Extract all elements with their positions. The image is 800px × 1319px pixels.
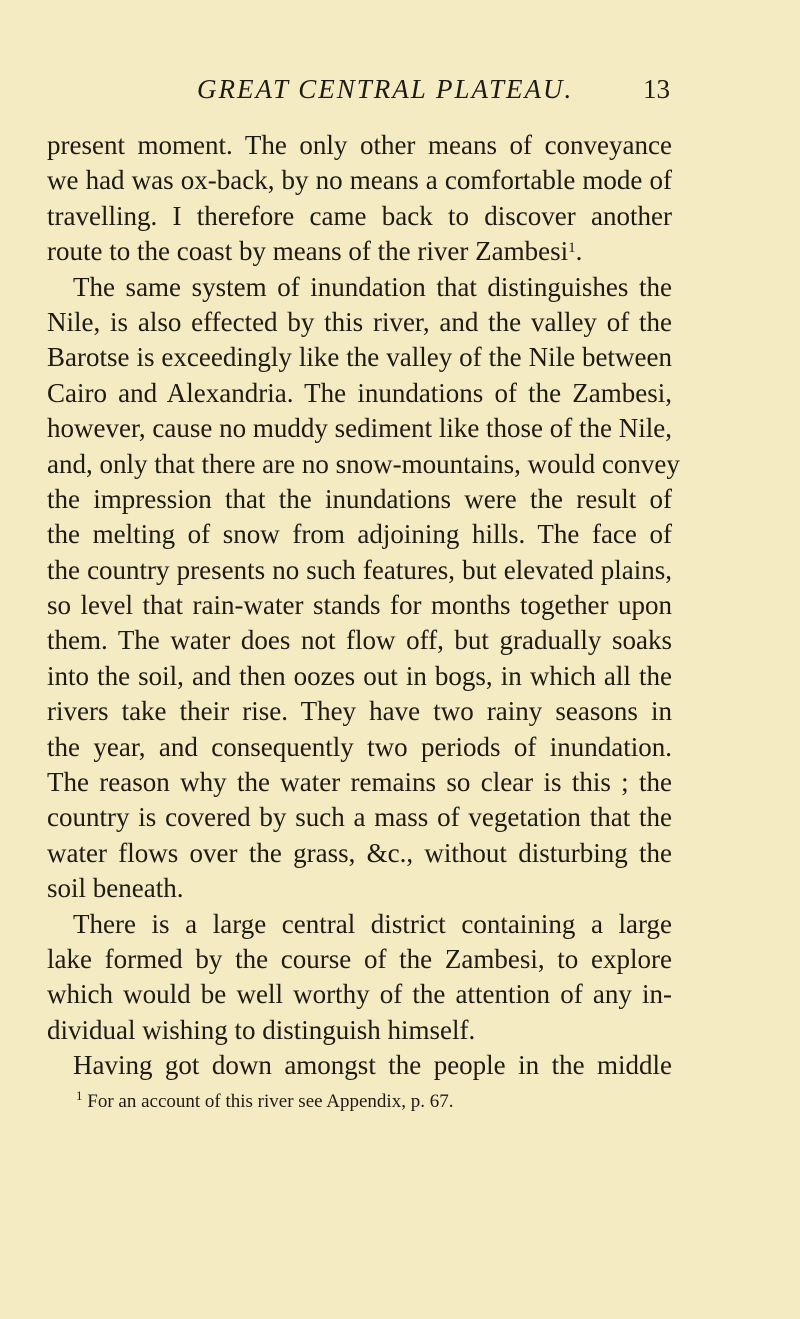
text-line-content: the melting of snow from adjoining hills. The face of (47, 519, 672, 550)
text-line (47, 1013, 672, 1048)
text-line (47, 1048, 672, 1083)
text-line-content: so level that rain-water stands for months together upon (47, 590, 672, 621)
text-line-content: There is a large central district containing a large (73, 908, 672, 939)
text-line-content: The reason why the water remains so clear is this ; the (47, 767, 672, 798)
footnote-text: For an account of this river see Appendix, p. 67. (87, 1091, 454, 1112)
text-line (47, 447, 680, 482)
text-line-content: the country presents no such features, but elevated plains, (47, 554, 672, 585)
text-line (47, 340, 672, 375)
text-line (47, 623, 672, 658)
text-line-content: lake formed by the course of the Zambesi, to explore (47, 943, 672, 974)
footnote-marker: 1 (76, 1088, 83, 1103)
footnote-reference: 1 (568, 240, 576, 257)
text-line (47, 270, 672, 305)
text-line-content: them. The water does not flow off, but gradually soaks (47, 625, 672, 656)
running-title: GREAT CENTRAL PLATEAU. (197, 74, 574, 104)
text-line-content: country is covered by such a mass of vegetation that the (47, 802, 672, 833)
text-line-content: The same system of inundation that distinguishes the (73, 271, 672, 302)
text-line (47, 517, 672, 552)
text-line-content: dividual wishing to distinguish himself. (47, 1014, 476, 1045)
text-line (47, 553, 672, 588)
text-line-content: into the soil, and then oozes out in bogs, in which all the (47, 660, 672, 691)
text-line-content: travelling. I therefore came back to discover another (47, 200, 672, 231)
text-line (47, 199, 672, 234)
text-line-content: we had was ox-back, by no means a comfortable mode of (47, 165, 672, 196)
text-line (47, 942, 672, 977)
text-line-content: water flows over the grass, &c., without disturbing the (47, 837, 672, 868)
body-text (47, 128, 680, 1084)
text-line-content: Having got down amongst the people in the middle (73, 1050, 672, 1081)
footnote (76, 1088, 676, 1113)
text-line-content: the impression that the inundations were the result of (47, 483, 672, 514)
text-line (47, 871, 672, 906)
text-line-content: however, cause no muddy sediment like those of the Nile, (47, 413, 673, 444)
text-line-content: soil beneath. (47, 873, 184, 904)
text-line (47, 305, 672, 340)
text-line (47, 128, 672, 163)
text-line-content: rivers take their rise. They have two rainy seasons in (47, 696, 672, 727)
text-line-content: the year, and consequently two periods of inundation. (47, 731, 672, 762)
text-line (47, 694, 672, 729)
text-line (47, 765, 672, 800)
text-line-content: present moment. The only other means of conveyance (47, 130, 672, 160)
page-number: 13 (643, 74, 670, 104)
text-line (47, 234, 672, 269)
text-line (47, 659, 672, 694)
text-line (47, 588, 672, 623)
page-header (0, 74, 800, 114)
text-line-content: Cairo and Alexandria. The inundations of the Zambesi, (47, 377, 672, 408)
text-line (47, 800, 672, 835)
text-line (47, 376, 672, 411)
text-line-content: and, only that there are no snow-mountains, would convey (47, 448, 680, 479)
trailing-punctuation: . (575, 236, 583, 267)
text-line-content: Barotse is exceedingly like the valley of the Nile between (47, 342, 672, 373)
text-line-content: route to the coast by means of the river Zambesi (47, 236, 569, 267)
text-line (47, 163, 672, 198)
text-line (47, 730, 672, 765)
text-line (47, 482, 672, 517)
text-line-content: which would be well worthy of the attention of any in- (47, 979, 672, 1010)
text-line (47, 836, 672, 871)
text-line (47, 907, 672, 942)
text-line (47, 411, 672, 446)
text-line-content: Nile, is also effected by this river, and the valley of the (47, 306, 672, 337)
text-line (47, 977, 672, 1012)
